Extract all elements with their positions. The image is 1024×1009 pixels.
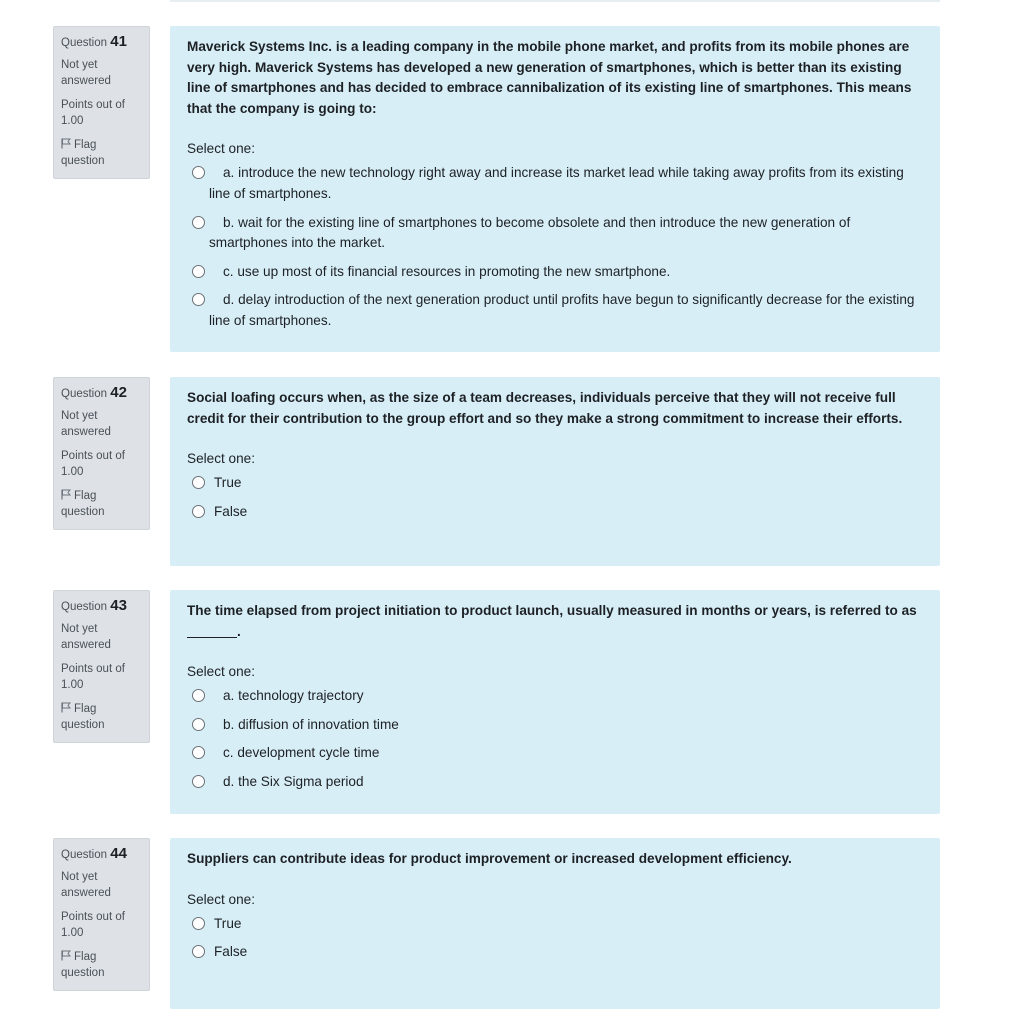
radio-button[interactable] [192,746,205,759]
question-text: Social loafing occurs when, as the size of a team decreases, individuals perceive that they will not receive full credit for their contribution to the group effort and so they make a strong commitment to increase their efforts. [187,390,903,426]
select-prompt: Select one: [187,451,256,467]
question-content-44 [170,838,940,1009]
question-state: Not yet answered [61,871,111,899]
question-number: Question 42 [61,384,127,401]
flag-icon [61,702,71,713]
question-content-41 [170,26,940,352]
question-content-42 [170,377,940,566]
radio-button[interactable] [192,216,205,229]
flag-question-button[interactable]: Flag question [61,703,105,731]
answer-option-true[interactable]: True [187,914,923,935]
answer-option-true[interactable]: True [187,473,923,494]
question-grade: Points out of 1.00 [61,450,125,478]
answer-option[interactable]: c. use up most of its financial resources in promoting the new smartphone. [187,262,923,283]
radio-button[interactable] [192,166,205,179]
question-state: Not yet answered [61,623,111,651]
select-prompt: Select one: [187,664,256,680]
answer-options [187,914,923,963]
select-prompt: Select one: [187,141,256,157]
flag-question-button[interactable]: Flag question [61,951,105,979]
answer-option[interactable]: a. introduce the new technology right away and increase its market lead while taking away profits from its existing line of smartphones. [187,163,923,204]
radio-button[interactable] [192,945,205,958]
question-info-44 [53,838,150,991]
fill-in-blank [187,624,237,638]
top-divider [170,0,940,2]
answer-option[interactable]: c. development cycle time [187,743,923,764]
radio-button[interactable] [192,265,205,278]
answer-option[interactable]: b. diffusion of innovation time [187,715,923,736]
answer-option[interactable]: a. technology trajectory [187,686,923,707]
answer-option[interactable]: d. delay introduction of the next generation product until profits have begun to significantly decrease for the existing line of smartphones. [187,290,923,331]
radio-button[interactable] [192,293,205,306]
answer-option-false[interactable]: False [187,942,923,963]
flag-icon [61,950,71,961]
question-state: Not yet answered [61,410,111,438]
answer-options [187,163,923,331]
question-grade: Points out of 1.00 [61,99,125,127]
question-text: The time elapsed from project initiation to product launch, usually measured in months or years, is referred to as . [187,603,917,639]
radio-button[interactable] [192,775,205,788]
flag-icon [61,138,71,149]
question-state: Not yet answered [61,59,111,87]
radio-button[interactable] [192,917,205,930]
answer-option[interactable]: d. the Six Sigma period [187,772,923,793]
answer-option[interactable]: b. wait for the existing line of smartphones to become obsolete and then introduce the new generation of smartphones into the market. [187,213,923,254]
question-info-43 [53,590,150,743]
answer-option-false[interactable]: False [187,502,923,523]
radio-button[interactable] [192,689,205,702]
radio-button[interactable] [192,505,205,518]
flag-question-button[interactable]: Flag question [61,490,105,518]
select-prompt: Select one: [187,891,256,907]
question-info-41 [53,26,150,179]
question-grade: Points out of 1.00 [61,663,125,691]
answer-options [187,473,923,522]
answer-options [187,686,923,792]
question-content-43 [170,590,940,814]
flag-question-button[interactable]: Flag question [61,139,105,167]
radio-button[interactable] [192,718,205,731]
question-number: Question 41 [61,33,127,50]
question-text: Maverick Systems Inc. is a leading company in the mobile phone market, and profits from its mobile phones are very high. Maverick Systems has developed a new generation of smartphones, which is better than its existing line of smartphones and has decided to embrace cannibalization of its existing line of smartphones. This means that the company is going to: [187,39,912,116]
question-grade: Points out of 1.00 [61,911,125,939]
question-text: Suppliers can contribute ideas for product improvement or increased development efficiency. [187,851,792,866]
flag-icon [61,489,71,500]
question-info-42 [53,377,150,530]
radio-button[interactable] [192,476,205,489]
question-number: Question 43 [61,597,127,614]
question-number: Question 44 [61,845,127,862]
